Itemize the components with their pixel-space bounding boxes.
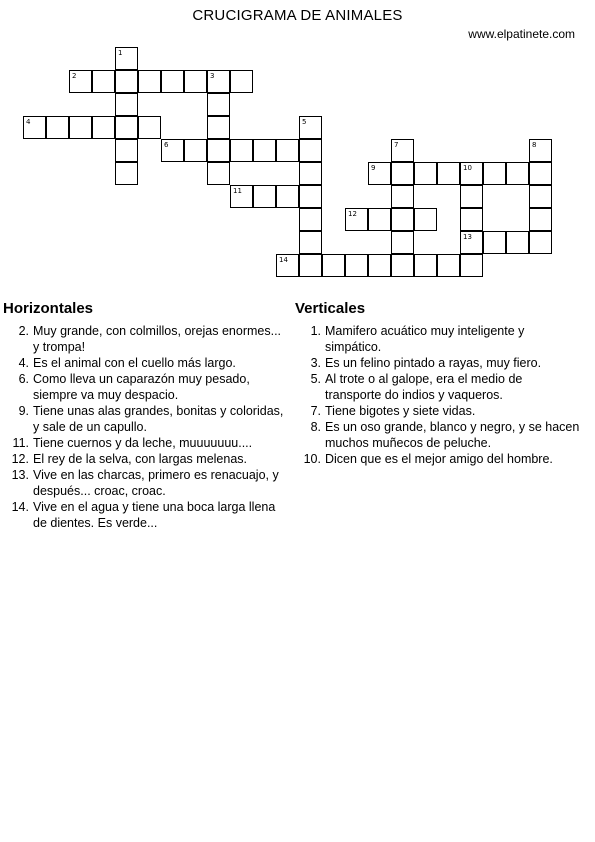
crossword-cell[interactable] — [322, 254, 345, 277]
clue-number: 13 — [463, 233, 472, 241]
crossword-cell[interactable] — [299, 116, 322, 139]
crossword-cell[interactable] — [184, 70, 207, 93]
crossword-cell[interactable] — [23, 116, 46, 139]
crossword-cell[interactable] — [230, 139, 253, 162]
clue-horizontal: 14. Vive en el agua y tiene una boca larga llena de dientes. Es verde... — [11, 500, 276, 530]
crossword-cell[interactable] — [391, 162, 414, 185]
crossword-cell[interactable] — [414, 208, 437, 231]
crossword-cell[interactable] — [391, 139, 414, 162]
crossword-cell[interactable] — [529, 185, 552, 208]
crossword-cell[interactable] — [299, 231, 322, 254]
crossword-cell[interactable] — [115, 139, 138, 162]
crossword-cell[interactable] — [483, 231, 506, 254]
crossword-cell[interactable] — [115, 93, 138, 116]
crossword-cell[interactable] — [529, 162, 552, 185]
clue-vertical: 10. Dicen que es el mejor amigo del hombre. — [303, 452, 553, 466]
crossword-cell[interactable] — [115, 116, 138, 139]
vertical-clues-section — [295, 300, 580, 467]
crossword-cell[interactable] — [299, 185, 322, 208]
crossword-cell[interactable] — [115, 162, 138, 185]
crossword-cell[interactable] — [506, 162, 529, 185]
crossword-cell[interactable] — [207, 162, 230, 185]
crossword-cell[interactable] — [483, 162, 506, 185]
clue-number: 12 — [348, 210, 357, 218]
crossword-cell[interactable] — [460, 254, 483, 277]
crossword-cell[interactable] — [368, 254, 391, 277]
clue-vertical: 5. Al trote o al galope, era el medio de transporte do indios y vaqueros. — [310, 372, 523, 402]
clue-number: 9 — [371, 164, 376, 172]
crossword-cell[interactable] — [230, 70, 253, 93]
crossword-cell[interactable] — [529, 208, 552, 231]
clue-horizontal: 9. Tiene unas alas grandes, bonitas y coloridas, y sale de un capullo. — [18, 404, 284, 434]
crossword-cell[interactable] — [276, 254, 299, 277]
crossword-cell[interactable] — [414, 162, 437, 185]
crossword-cell[interactable] — [253, 139, 276, 162]
crossword-cell[interactable] — [207, 93, 230, 116]
crossword-cell[interactable] — [46, 116, 69, 139]
clue-vertical: 3. Es un felino pintado a rayas, muy fiero. — [310, 356, 542, 370]
crossword-cell[interactable] — [506, 231, 529, 254]
crossword-grid — [0, 0, 595, 290]
clue-number: 4 — [26, 118, 31, 126]
crossword-cell[interactable] — [529, 139, 552, 162]
crossword-cell[interactable] — [460, 162, 483, 185]
crossword-cell[interactable] — [138, 116, 161, 139]
clue-vertical: 7. Tiene bigotes y siete vidas. — [310, 404, 476, 418]
crossword-cell[interactable] — [276, 139, 299, 162]
clue-horizontal: 11. Tiene cuernos y da leche, muuuuuuu.... — [12, 436, 253, 450]
clue-number: 3 — [210, 72, 215, 80]
vertical-heading: Verticales — [295, 300, 366, 317]
crossword-cell[interactable] — [437, 162, 460, 185]
crossword-cell[interactable] — [391, 185, 414, 208]
crossword-cell[interactable] — [184, 139, 207, 162]
horizontal-clues-section — [3, 300, 288, 531]
clue-number: 6 — [164, 141, 169, 149]
clue-number: 7 — [394, 141, 399, 149]
crossword-cell[interactable] — [368, 208, 391, 231]
crossword-cell[interactable] — [460, 185, 483, 208]
crossword-cell[interactable] — [299, 162, 322, 185]
clue-number: 1 — [118, 49, 123, 57]
crossword-cell[interactable] — [92, 70, 115, 93]
crossword-cell[interactable] — [207, 70, 230, 93]
clue-horizontal: 13. Vive en las charcas, primero es renacuajo, y después... croac, croac. — [11, 468, 279, 498]
clue-number: 8 — [532, 141, 537, 149]
crossword-cell[interactable] — [207, 139, 230, 162]
crossword-cell[interactable] — [230, 185, 253, 208]
clue-number: 2 — [72, 72, 77, 80]
crossword-cell[interactable] — [368, 162, 391, 185]
crossword-cell[interactable] — [529, 231, 552, 254]
crossword-cell[interactable] — [138, 70, 161, 93]
crossword-cell[interactable] — [161, 139, 184, 162]
crossword-cell[interactable] — [460, 231, 483, 254]
clue-horizontal: 2. Muy grande, con colmillos, orejas enormes... y trompa! — [18, 324, 282, 354]
crossword-cell[interactable] — [69, 116, 92, 139]
clue-vertical: 1. Mamifero acuático muy inteligente y simpático. — [310, 324, 525, 354]
crossword-cell[interactable] — [92, 116, 115, 139]
website-url: www.elpatinete.com — [468, 27, 575, 41]
crossword-cell[interactable] — [115, 70, 138, 93]
crossword-cell[interactable] — [299, 208, 322, 231]
clue-number: 10 — [463, 164, 472, 172]
clue-horizontal: 12. El rey de la selva, con largas melenas. — [11, 452, 247, 466]
crossword-cell[interactable] — [253, 185, 276, 208]
crossword-cell[interactable] — [391, 208, 414, 231]
crossword-cell[interactable] — [299, 139, 322, 162]
crossword-cell[interactable] — [345, 254, 368, 277]
page-title: CRUCIGRAMA DE ANIMALES — [192, 7, 403, 24]
crossword-cell[interactable] — [437, 254, 460, 277]
clue-number: 14 — [279, 256, 288, 264]
clue-number: 5 — [302, 118, 307, 126]
clue-horizontal: 6. Como lleva un caparazón muy pesado, siempre va muy despacio. — [18, 372, 250, 402]
crossword-cell[interactable] — [414, 254, 437, 277]
clue-horizontal: 4. Es el animal con el cuello más largo. — [18, 356, 236, 370]
crossword-cell[interactable] — [345, 208, 368, 231]
crossword-cell[interactable] — [276, 185, 299, 208]
crossword-cell[interactable] — [460, 208, 483, 231]
crossword-cell[interactable] — [115, 47, 138, 70]
crossword-cell[interactable] — [391, 231, 414, 254]
crossword-cell[interactable] — [69, 70, 92, 93]
crossword-cell[interactable] — [391, 254, 414, 277]
clue-vertical: 8. Es un oso grande, blanco y negro, y se hacen muchos muñecos de peluche. — [310, 420, 580, 450]
horizontal-heading: Horizontales — [3, 300, 94, 317]
crossword-cell[interactable] — [207, 116, 230, 139]
crossword-cell[interactable] — [299, 254, 322, 277]
clue-number: 11 — [233, 187, 242, 195]
crossword-cell[interactable] — [161, 70, 184, 93]
